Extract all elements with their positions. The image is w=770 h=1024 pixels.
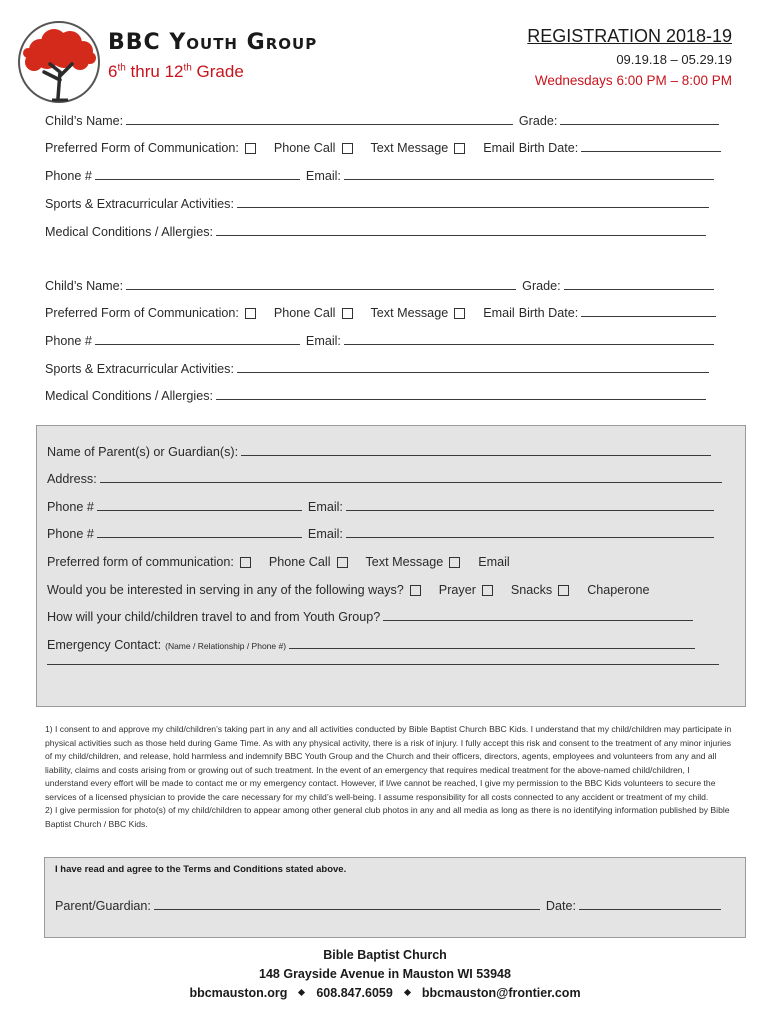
grade-field[interactable] <box>560 124 719 125</box>
checkbox-icon[interactable] <box>342 308 353 319</box>
checkbox-icon[interactable] <box>240 557 251 568</box>
parent-phone2-row <box>47 527 737 541</box>
email-field[interactable] <box>344 344 714 345</box>
text-message-option: Text Message <box>365 555 444 569</box>
address-row <box>47 472 737 486</box>
grade-label: Grade: <box>522 279 561 293</box>
comm-label: Preferred Form of Communication: <box>45 141 239 155</box>
email-label: Email: <box>305 334 341 348</box>
birth-date-label: Birth Date: <box>518 141 579 155</box>
checkbox-icon[interactable] <box>454 143 465 154</box>
address-field[interactable] <box>100 482 722 483</box>
footer-email[interactable]: bbcmauston@frontier.com <box>421 986 581 1000</box>
grade-range: 6th thru 12th Grade <box>108 62 244 81</box>
child2-medical-row <box>45 389 735 403</box>
email-field[interactable] <box>346 510 714 511</box>
travel-row <box>47 610 737 624</box>
chaperone-option: Chaperone <box>587 583 650 597</box>
child2-comm-row <box>45 306 735 320</box>
footer-phone[interactable]: 608.847.6059 <box>316 986 393 1000</box>
phone-call-option: Phone Call <box>273 306 336 320</box>
phone-field[interactable] <box>95 344 300 345</box>
logo <box>14 20 110 109</box>
serve-label: Would you be interested in serving in any of the following ways? <box>47 583 404 597</box>
phone-field[interactable] <box>97 537 302 538</box>
child2-phone-row <box>45 334 735 348</box>
child1-medical-row <box>45 225 735 239</box>
terms-paragraph-2: 2) I give permission for photo(s) of my child/children to appear among other general club photos in any and all media as long as there is no identifying information published by Bible Baptist Church / BBC Kids. <box>45 805 730 829</box>
diamond-icon <box>298 989 305 996</box>
signature-row <box>55 899 740 913</box>
email-field[interactable] <box>346 537 714 538</box>
sports-label: Sports & Extracurricular Activities: <box>45 197 234 211</box>
parent-name-row <box>47 445 737 459</box>
child-name-field[interactable] <box>126 289 516 290</box>
registration-title: REGISTRATION 2018-19 <box>527 26 732 46</box>
medical-label: Medical Conditions / Allergies: <box>45 389 213 403</box>
text-message-option: Text Message <box>370 141 449 155</box>
checkbox-icon[interactable] <box>342 143 353 154</box>
emergency-row-2 <box>47 664 737 668</box>
travel-field[interactable] <box>383 620 693 621</box>
checkbox-icon[interactable] <box>454 308 465 319</box>
phone-call-option: Phone Call <box>273 141 336 155</box>
signature-label: Parent/Guardian: <box>55 899 151 913</box>
meeting-schedule: Wednesdays 6:00 PM – 8:00 PM <box>534 73 732 88</box>
parent-phone1-row <box>47 500 737 514</box>
sports-field[interactable] <box>237 207 709 208</box>
child-name-field[interactable] <box>126 124 513 125</box>
phone-label: Phone # <box>47 500 94 514</box>
agreement-statement: I have read and agree to the Terms and Conditions stated above. <box>55 864 347 875</box>
emergency-field-2[interactable] <box>47 664 719 665</box>
checkbox-icon[interactable] <box>245 143 256 154</box>
season-dates: 09.19.18 – 05.29.19 <box>616 52 732 67</box>
checkbox-icon[interactable] <box>245 308 256 319</box>
terms-paragraph-1: 1) I consent to and approve my child/children’s taking part in any and all activities conducted by Bible Baptist Church BBC Kids. I understand that my child/children may participate in physical activities such as those held during Game Time. As with any physical activity, there is a risk of injury. I fully accept this risk and consent to the treatment of any minor injuries of my child/children, and release, hold harmless and indemnify BBC Youth Group and the Church and their officers, directors, agents, employees and volunteers from any and all liability, claims and costs arising from or growing out of such treatment. In the event of an emergency that requires medical treatment for the above-named child/children, I understand every effort will be made to contact me or my emergency contact. However, if I/we cannot be reached, I give my permission to the BBC Kids volunteers to secure the services of a licensed physician to provide the care necessary for my child’s well-being. I assume responsibility for all costs connected to any accident or treatment of my child. <box>45 724 732 802</box>
footer-address: 148 Grayside Avenue in Mauston WI 53948 <box>259 967 511 981</box>
parent-name-field[interactable] <box>241 455 711 456</box>
tree-icon <box>14 20 110 104</box>
sports-field[interactable] <box>237 372 709 373</box>
travel-label: How will your child/children travel to and from Youth Group? <box>47 610 381 624</box>
prayer-option: Prayer <box>438 583 476 597</box>
email-field[interactable] <box>344 179 714 180</box>
child-name-label: Child’s Name: <box>45 279 124 293</box>
email-option: Email <box>483 141 515 155</box>
child1-name-row <box>45 114 725 128</box>
serve-row <box>47 583 737 597</box>
date-field[interactable] <box>579 909 721 910</box>
child2-name-row <box>45 279 725 293</box>
email-option: Email <box>478 555 510 569</box>
grade-label: Grade: <box>518 114 558 128</box>
checkbox-icon[interactable] <box>410 585 421 596</box>
checkbox-icon[interactable] <box>482 585 493 596</box>
parent-comm-row <box>47 555 737 569</box>
parent-name-label: Name of Parent(s) or Guardian(s): <box>47 445 239 459</box>
phone-field[interactable] <box>97 510 302 511</box>
address-label: Address: <box>47 472 97 486</box>
email-label: Email: <box>307 500 343 514</box>
medical-field[interactable] <box>216 399 706 400</box>
snacks-option: Snacks <box>510 583 553 597</box>
text-message-option: Text Message <box>370 306 449 320</box>
emergency-label: Emergency Contact: <box>47 638 162 652</box>
phone-label: Phone # <box>45 169 92 183</box>
emergency-hint: (Name / Relationship / Phone #) <box>165 641 287 651</box>
footer-church: Bible Baptist Church <box>323 948 447 962</box>
diamond-icon <box>404 989 411 996</box>
comm-label: Preferred Form of Communication: <box>45 306 239 320</box>
email-label: Email: <box>307 527 343 541</box>
phone-label: Phone # <box>47 527 94 541</box>
date-label: Date: <box>545 899 577 913</box>
sports-label: Sports & Extracurricular Activities: <box>45 362 234 376</box>
checkbox-icon[interactable] <box>337 557 348 568</box>
medical-field[interactable] <box>216 235 706 236</box>
emergency-field[interactable] <box>289 648 695 649</box>
signature-field[interactable] <box>154 909 540 910</box>
org-name: BBC Youth Group <box>108 30 318 55</box>
grade-field[interactable] <box>564 289 714 290</box>
terms-text <box>45 723 735 831</box>
birth-date-label: Birth Date: <box>518 306 579 320</box>
emergency-row <box>47 638 737 652</box>
birth-date-field[interactable] <box>581 151 721 152</box>
child1-sports-row <box>45 197 735 211</box>
footer-website[interactable]: bbcmauston.org <box>189 986 288 1000</box>
child2-sports-row <box>45 362 735 376</box>
checkbox-icon[interactable] <box>449 557 460 568</box>
phone-field[interactable] <box>95 179 300 180</box>
child1-comm-row <box>45 141 735 155</box>
child1-phone-row <box>45 169 735 183</box>
child-name-label: Child’s Name: <box>45 114 124 128</box>
birth-date-field[interactable] <box>581 316 716 317</box>
medical-label: Medical Conditions / Allergies: <box>45 225 213 239</box>
comm-label: Preferred form of communication: <box>47 555 234 569</box>
phone-label: Phone # <box>45 334 92 348</box>
checkbox-icon[interactable] <box>558 585 569 596</box>
email-label: Email: <box>305 169 341 183</box>
footer-contact <box>0 986 770 1000</box>
phone-call-option: Phone Call <box>268 555 331 569</box>
email-option: Email <box>483 306 515 320</box>
